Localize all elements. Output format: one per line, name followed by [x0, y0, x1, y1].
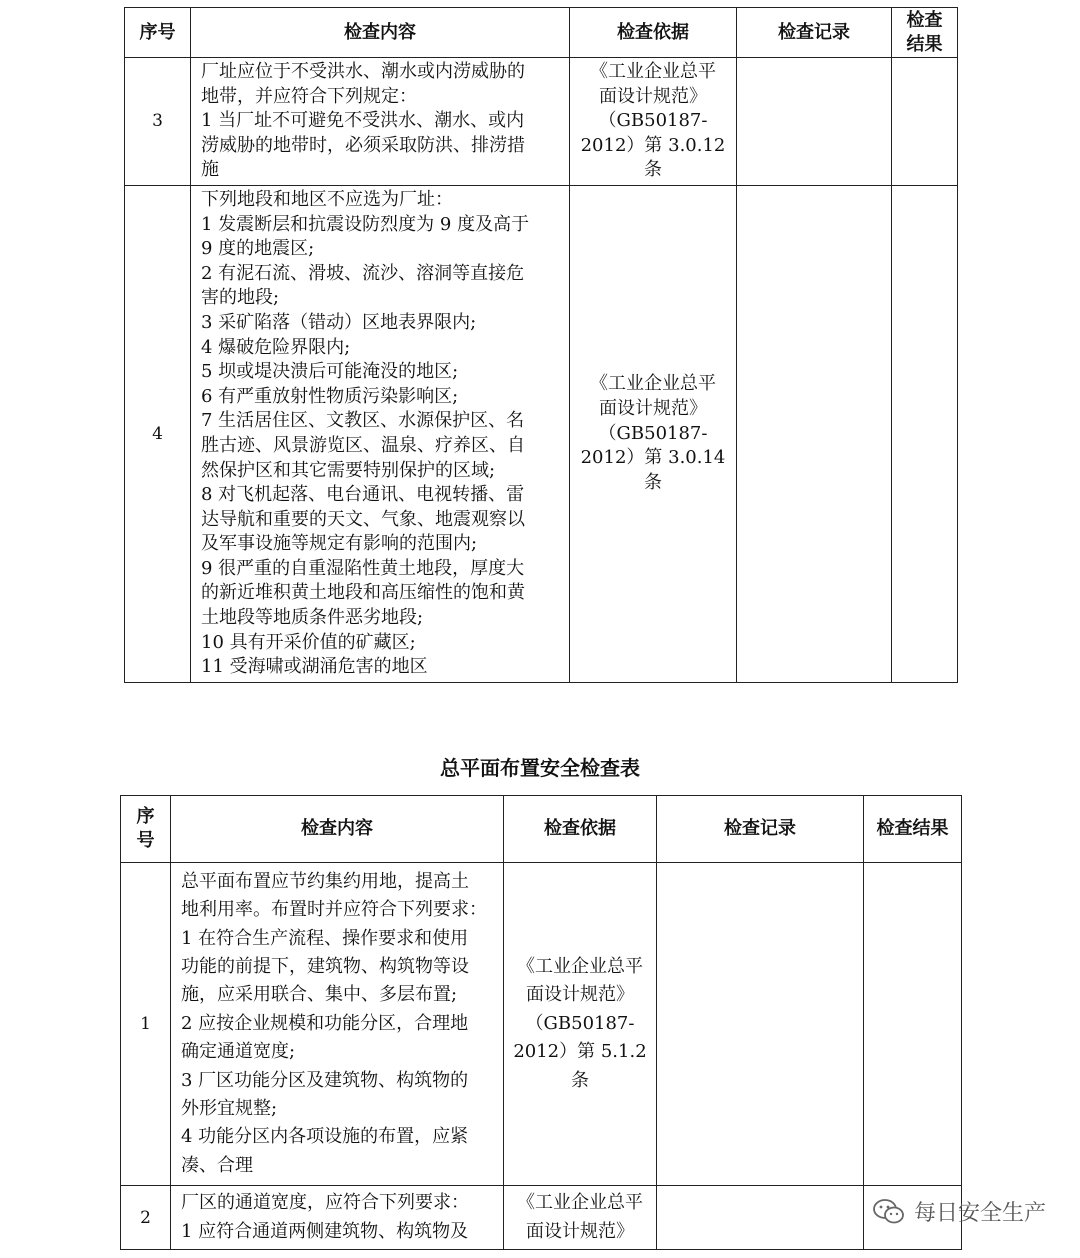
row-result	[892, 58, 958, 186]
row-number: 3	[125, 58, 191, 186]
header-record: 检查记录	[737, 8, 892, 58]
row-result	[892, 185, 958, 682]
header-result: 检查结果	[864, 796, 962, 863]
header-record: 检查记录	[657, 796, 864, 863]
header-no: 序号	[125, 8, 191, 58]
table-header-row	[125, 8, 958, 58]
safety-checklist-table-layout	[120, 795, 962, 1250]
row-result	[864, 863, 962, 1186]
table-header-row	[121, 796, 962, 863]
row-basis: 《工业企业总平 面设计规范》 （GB50187- 2012）第 5.1.2 条	[504, 863, 657, 1186]
row-record	[737, 185, 892, 682]
table-row	[125, 185, 958, 682]
header-no: 序 号	[121, 796, 171, 863]
row-number: 2	[121, 1186, 171, 1250]
row-basis: 《工业企业总平 面设计规范》	[504, 1186, 657, 1250]
safety-checklist-table-site	[124, 7, 958, 683]
row-content: 厂址应位于不受洪水、潮水或内涝威胁的 地带，并应符合下列规定： 1 当厂址不可避免不受洪水、潮水、或内 涝威胁的地带时，必须采取防洪、排涝措 施	[191, 58, 570, 186]
row-number: 1	[121, 863, 171, 1186]
row-record	[737, 58, 892, 186]
table-row	[125, 58, 958, 186]
row-basis: 《工业企业总平 面设计规范》 （GB50187- 2012）第 3.0.14 条	[570, 185, 737, 682]
header-basis: 检查依据	[570, 8, 737, 58]
row-basis: 《工业企业总平 面设计规范》 （GB50187- 2012）第 3.0.12 条	[570, 58, 737, 186]
row-record	[657, 863, 864, 1186]
wechat-icon	[872, 1197, 906, 1227]
table-row	[121, 1186, 962, 1250]
row-record	[657, 1186, 864, 1250]
header-result: 检查 结果	[892, 8, 958, 58]
row-content: 厂区的通道宽度，应符合下列要求： 1 应符合通道两侧建筑物、构筑物及	[171, 1186, 504, 1250]
header-basis: 检查依据	[504, 796, 657, 863]
section-title: 总平面布置安全检查表	[440, 756, 640, 780]
row-number: 4	[125, 185, 191, 682]
header-content: 检查内容	[191, 8, 570, 58]
watermark-text: 每日安全生产	[913, 1201, 1046, 1226]
table-row	[121, 863, 962, 1186]
row-content: 下列地段和地区不应选为厂址： 1 发震断层和抗震设防烈度为 9 度及高于 9 度的地震区; 2 有泥石流、滑坡、流沙、溶洞等直接危 害的地段; 3 采矿陷落（错动）区地表界限内; 4 爆破危险界限内; 5 坝或堤决溃后可能淹没的地区; 6 有严重放射性物质污染影响区; 7 生活居住区、文教区、水源保护区、名 胜古迹、风景游览区、温泉、疗养区、自 然保护区和其它需要特别保护的区域; 8 对飞机起落、电台通讯、电视转播、雷 达导航和重要的天文、气象、地震观察以 及军事设施等规定有影响的范围内; 9 很严重的自重湿陷性黄土地段，厚度大 的新近堆积黄土地段和高压缩性的饱和黄 土地段等地质条件恶劣地段; 10 具有开采价值的矿藏区; 11 受海啸或湖涌危害的地区	[191, 185, 570, 682]
row-content: 总平面布置应节约集约用地，提高土 地利用率。布置时并应符合下列要求： 1 在符合生产流程、操作要求和使用 功能的前提下，建筑物、构筑物等设 施，应采用联合、集中、多层布置; 2 应按企业规模和功能分区，合理地 确定通道宽度; 3 厂区功能分区及建筑物、构筑物的 外形宜规整; 4 功能分区内各项设施的布置，应紧 凑、合理	[171, 863, 504, 1186]
watermark	[872, 1196, 1046, 1227]
header-content: 检查内容	[171, 796, 504, 863]
